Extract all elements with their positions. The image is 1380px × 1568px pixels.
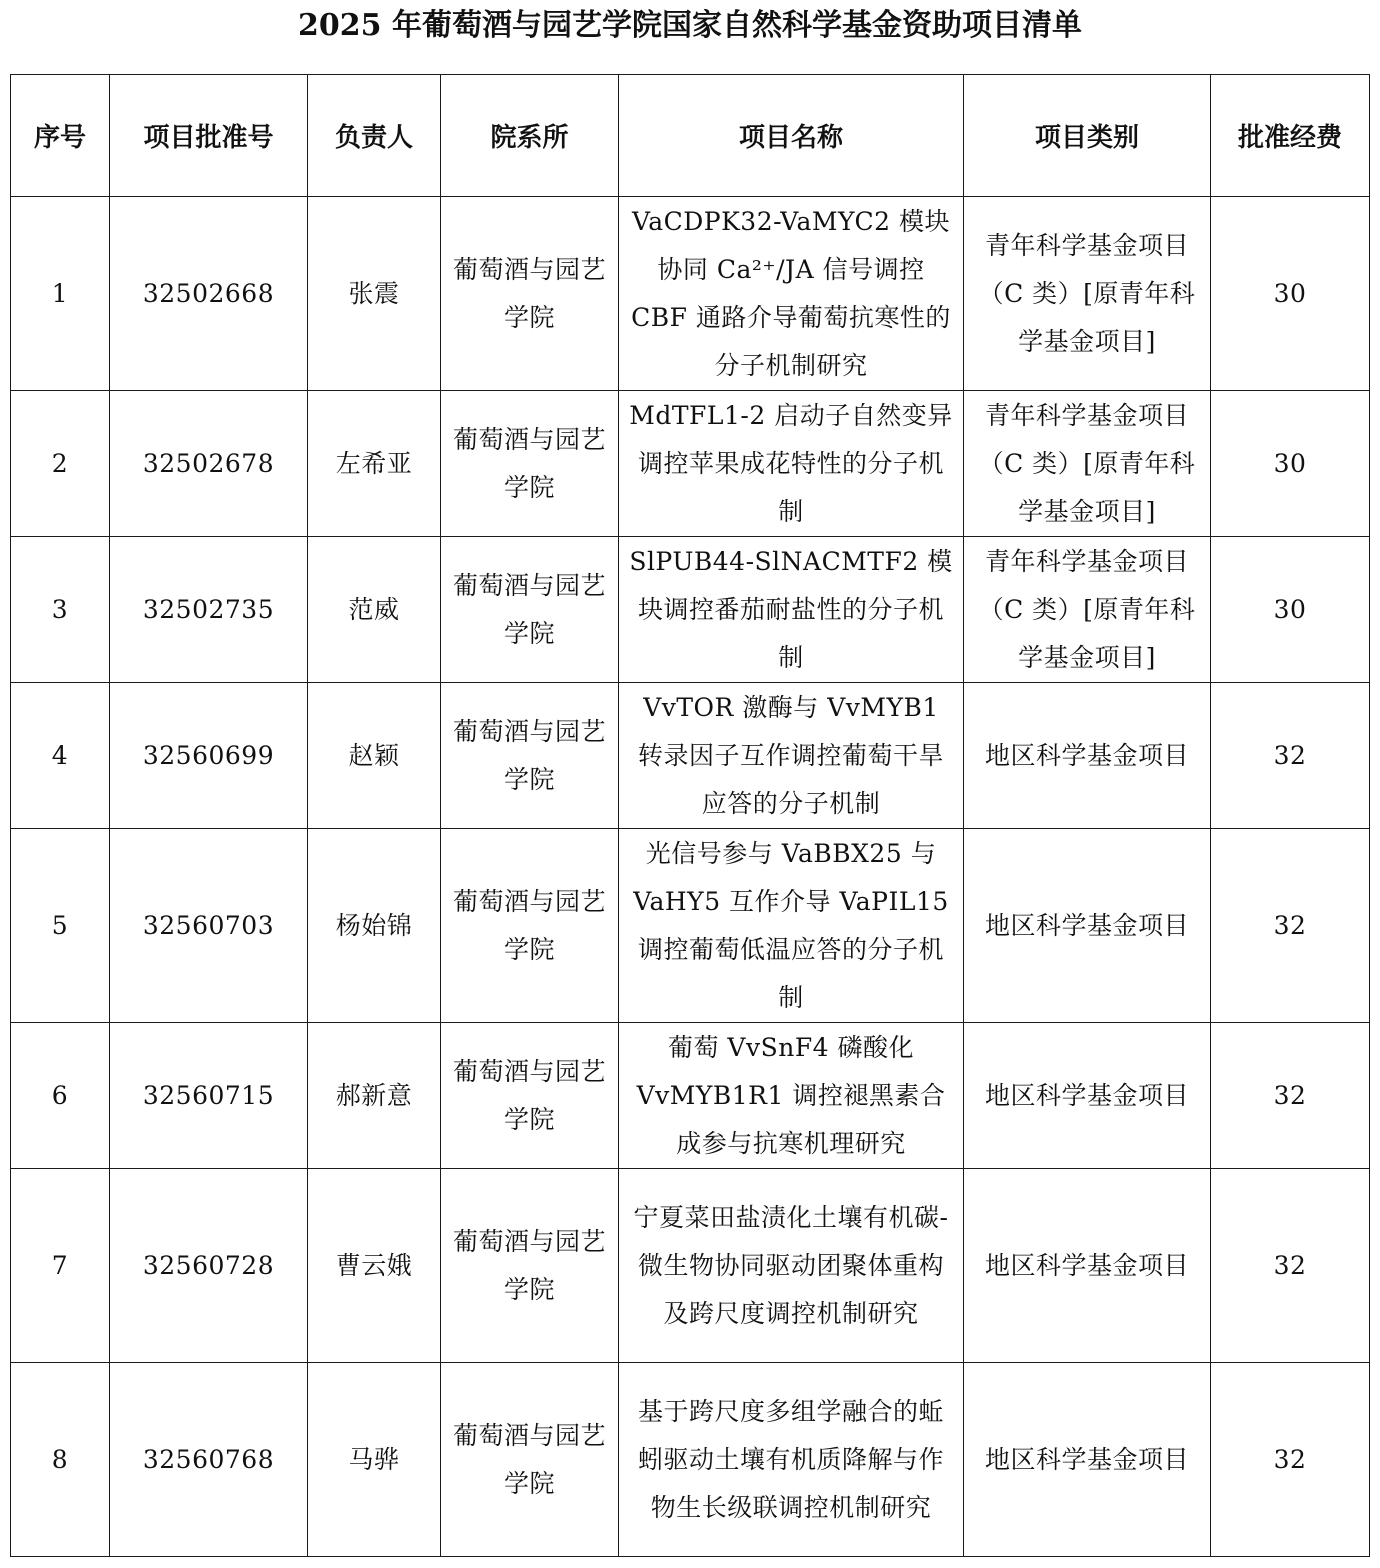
header-funding: 批准经费 [1211,75,1370,197]
cell-department: 葡萄酒与园艺学院 [441,537,619,683]
table-row [11,829,1370,1023]
table-row [11,391,1370,537]
table-row [11,1169,1370,1363]
table-row [11,1363,1370,1557]
cell-department: 葡萄酒与园艺学院 [441,1169,619,1363]
cell-department: 葡萄酒与园艺学院 [441,391,619,537]
cell-funding: 30 [1211,537,1370,683]
cell-department: 葡萄酒与园艺学院 [441,683,619,829]
cell-project-name: 基于跨尺度多组学融合的蚯蚓驱动土壤有机质降解与作物生长级联调控机制研究 [619,1363,964,1557]
cell-leader: 范威 [308,537,441,683]
header-index: 序号 [11,75,110,197]
cell-project-name: 宁夏菜田盐渍化土壤有机碳-微生物协同驱动团聚体重构及跨尺度调控机制研究 [619,1169,964,1363]
cell-leader: 杨始锦 [308,829,441,1023]
cell-category: 青年科学基金项目（C 类）[原青年科学基金项目] [964,391,1211,537]
cell-department: 葡萄酒与园艺学院 [441,1023,619,1169]
cell-category: 地区科学基金项目 [964,683,1211,829]
header-category: 项目类别 [964,75,1211,197]
cell-index: 3 [11,537,110,683]
cell-approval-no: 32502668 [110,197,308,391]
header-department: 院系所 [441,75,619,197]
table-row [11,197,1370,391]
cell-project-name: 光信号参与 VaBBX25 与 VaHY5 互作介导 VaPIL15 调控葡萄低温应答的分子机制 [619,829,964,1023]
cell-funding: 30 [1211,391,1370,537]
cell-index: 1 [11,197,110,391]
cell-category: 青年科学基金项目（C 类）[原青年科学基金项目] [964,537,1211,683]
cell-approval-no: 32560728 [110,1169,308,1363]
cell-index: 8 [11,1363,110,1557]
cell-category: 地区科学基金项目 [964,1169,1211,1363]
header-approval-no: 项目批准号 [110,75,308,197]
cell-project-name: 葡萄 VvSnF4 磷酸化 VvMYB1R1 调控褪黑素合成参与抗寒机理研究 [619,1023,964,1169]
cell-index: 2 [11,391,110,537]
cell-index: 7 [11,1169,110,1363]
page-title: 2025 年葡萄酒与园艺学院国家自然科学基金资助项目清单 [298,8,1082,43]
cell-funding: 32 [1211,829,1370,1023]
cell-leader: 马骅 [308,1363,441,1557]
cell-approval-no: 32502735 [110,537,308,683]
table-row [11,683,1370,829]
cell-project-name: VaCDPK32-VaMYC2 模块协同 Ca²⁺/JA 信号调控 CBF 通路介导葡萄抗寒性的分子机制研究 [619,197,964,391]
cell-funding: 32 [1211,683,1370,829]
cell-department: 葡萄酒与园艺学院 [441,1363,619,1557]
cell-category: 地区科学基金项目 [964,829,1211,1023]
cell-leader: 张震 [308,197,441,391]
cell-funding: 30 [1211,197,1370,391]
cell-category: 地区科学基金项目 [964,1023,1211,1169]
cell-index: 4 [11,683,110,829]
cell-funding: 32 [1211,1363,1370,1557]
cell-leader: 赵颖 [308,683,441,829]
cell-funding: 32 [1211,1023,1370,1169]
header-project-name: 项目名称 [619,75,964,197]
cell-leader: 左希亚 [308,391,441,537]
cell-approval-no: 32502678 [110,391,308,537]
header-row [11,75,1370,197]
cell-leader: 曹云娥 [308,1169,441,1363]
cell-approval-no: 32560703 [110,829,308,1023]
cell-category: 地区科学基金项目 [964,1363,1211,1557]
cell-index: 6 [11,1023,110,1169]
cell-project-name: MdTFL1-2 启动子自然变异调控苹果成花特性的分子机制 [619,391,964,537]
header-leader: 负责人 [308,75,441,197]
cell-approval-no: 32560699 [110,683,308,829]
cell-leader: 郝新意 [308,1023,441,1169]
cell-index: 5 [11,829,110,1023]
cell-approval-no: 32560768 [110,1363,308,1557]
cell-department: 葡萄酒与园艺学院 [441,829,619,1023]
cell-department: 葡萄酒与园艺学院 [441,197,619,391]
cell-approval-no: 32560715 [110,1023,308,1169]
cell-project-name: SlPUB44-SlNACMTF2 模块调控番茄耐盐性的分子机制 [619,537,964,683]
cell-funding: 32 [1211,1169,1370,1363]
cell-project-name: VvTOR 激酶与 VvMYB1 转录因子互作调控葡萄干旱应答的分子机制 [619,683,964,829]
cell-category: 青年科学基金项目（C 类）[原青年科学基金项目] [964,197,1211,391]
funding-table [10,74,1370,1557]
table-row [11,1023,1370,1169]
table-row [11,537,1370,683]
